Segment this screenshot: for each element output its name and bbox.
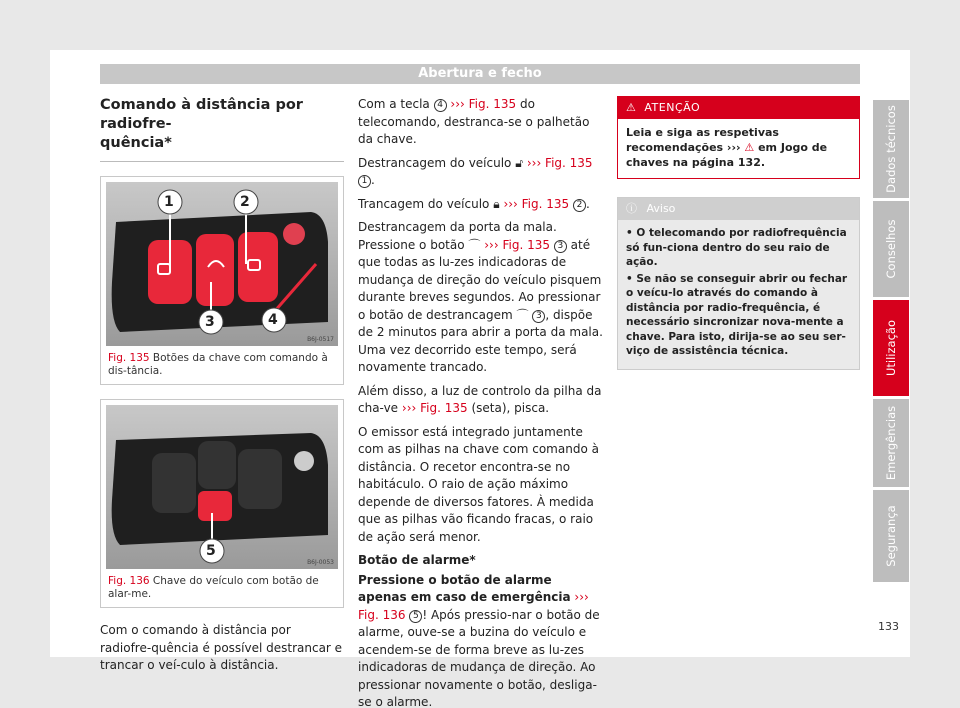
- figure-link[interactable]: ››› Fig. 135: [484, 237, 550, 252]
- figure-link[interactable]: ››› Fig. 135: [450, 97, 517, 111]
- alarm-title: Botão de alarme*: [358, 553, 476, 567]
- figure-link[interactable]: ››› Fig. 135: [401, 401, 468, 415]
- warning-header: ⚠ ATENÇÃO: [618, 97, 859, 119]
- figure-136: [100, 399, 344, 608]
- section-title: Comando à distância por radiofre- quência*: [100, 97, 303, 151]
- paragraph: O emissor está integrado juntamente com as pilhas na chave com comando à distância. O recetor encontra-se no habitáculo. O raio de ação máximo depende de diversos fatores. À medida que as pilhas vão ficando fracas, o raio de ação será menor.: [358, 424, 599, 544]
- key-alarm-image: [106, 405, 338, 569]
- tab-dados-tecnicos[interactable]: Dados técnicos: [873, 100, 909, 198]
- tab-utilizacao[interactable]: Utilização: [873, 300, 909, 396]
- warning-icon: ⚠: [626, 101, 637, 114]
- callout-4: 4: [268, 312, 278, 328]
- figure-caption: Fig. 136 Chave do veículo com botão de alar-me.: [108, 575, 319, 600]
- lock-icon: 🔒︎: [493, 196, 500, 211]
- note-header: ⓘ Aviso: [618, 198, 859, 220]
- figure-link[interactable]: ››› Fig. 135: [526, 155, 593, 170]
- chapter-header: Abertura e fecho: [100, 64, 860, 84]
- callout-3: 3: [205, 314, 215, 330]
- warning-icon: ⚠: [744, 141, 755, 154]
- tab-seguranca[interactable]: Segurança: [873, 490, 909, 582]
- callout-1: 1: [164, 194, 174, 210]
- column-middle: [358, 96, 603, 708]
- page-number: 133: [878, 620, 899, 633]
- callout-2: 2: [240, 194, 250, 210]
- note-box: [617, 197, 860, 370]
- unlock-icon: 🔓︎: [515, 155, 524, 170]
- figure-link[interactable]: ››› Fig. 135: [503, 196, 570, 211]
- figure-caption: Fig. 135 Botões da chave com comando à dis-tância.: [108, 352, 328, 377]
- figure-link[interactable]: ››› Fig. 136: [358, 590, 589, 622]
- warning-box: [617, 96, 860, 179]
- info-icon: ⓘ: [626, 202, 637, 215]
- list-item: • O telecomando por radiofrequência só fun-ciona dentro do seu raio de ação.: [626, 227, 847, 268]
- paragraph: Com a tecla 4 ››› Fig. 135 do telecomando, destranca-se o palhetão da chave.: [358, 97, 590, 146]
- figure-code: B6J-0053: [307, 559, 334, 566]
- paragraph: Trancagem do veículo 🔒︎ ››› Fig. 135 2 .: [358, 196, 590, 211]
- tab-conselhos[interactable]: Conselhos: [873, 201, 909, 297]
- key-buttons-image: [106, 182, 338, 346]
- title-rule: [100, 161, 344, 162]
- figure-135: [100, 176, 344, 385]
- column-left: [100, 96, 344, 675]
- figure-code: B6J-0517: [307, 336, 334, 343]
- warning-text: Leia e siga as respetivas recomendações ››› ⚠ em Jogo de chaves na página 132.: [618, 119, 859, 178]
- trunk-icon: ⌒: [516, 307, 529, 322]
- tab-emergencias[interactable]: Emergências: [873, 399, 909, 487]
- trunk-icon: ⌒: [468, 237, 481, 252]
- note-text: [618, 220, 859, 369]
- intro-paragraph: Com o comando à distância por radiofre-quência é possível destrancar e trancar o veí-culo à distância.: [100, 623, 343, 672]
- paragraph: Pressione o botão de alarme apenas em caso de emergência ››› Fig. 136 5 ! Após pressio-nar o botão de alarme, ouve-se a buzina do veículo e acendem-se de forma breve as lu-zes indicadoras de mudança de direção. Ao pressionar novamente o botão, desliga-se o alarme.: [358, 572, 600, 708]
- paragraph: Destrancagem do veículo 🔓︎ ››› Fig. 135 1 .: [358, 155, 593, 187]
- list-item: • Se não se conseguir abrir ou fechar o veícu-lo através do comando à distância por radio-frequência, é necessário sincronizar nova-mente a chave. Para isto, dirija-se ao seu ser-viço de assistência técnica.: [626, 272, 848, 357]
- paragraph: Destrancagem da porta da mala. Pressione o botão ⌒ ››› Fig. 135 3 até que todas as lu-zes indicadoras de mudança de direção do veículo pisquem durante breves segundos. Ao pressionar o botão de destrancagem ⌒ 3 , dispõe de 2 minutos para abrir a porta da mala. Uma vez decorrido este tempo, será novamente trancado.: [358, 220, 603, 374]
- column-right: [617, 96, 860, 370]
- paragraph: Além disso, a luz de controlo da pilha da cha-ve ››› Fig. 135 (seta), pisca.: [358, 383, 602, 415]
- callout-5: 5: [206, 543, 216, 559]
- page: [50, 50, 910, 708]
